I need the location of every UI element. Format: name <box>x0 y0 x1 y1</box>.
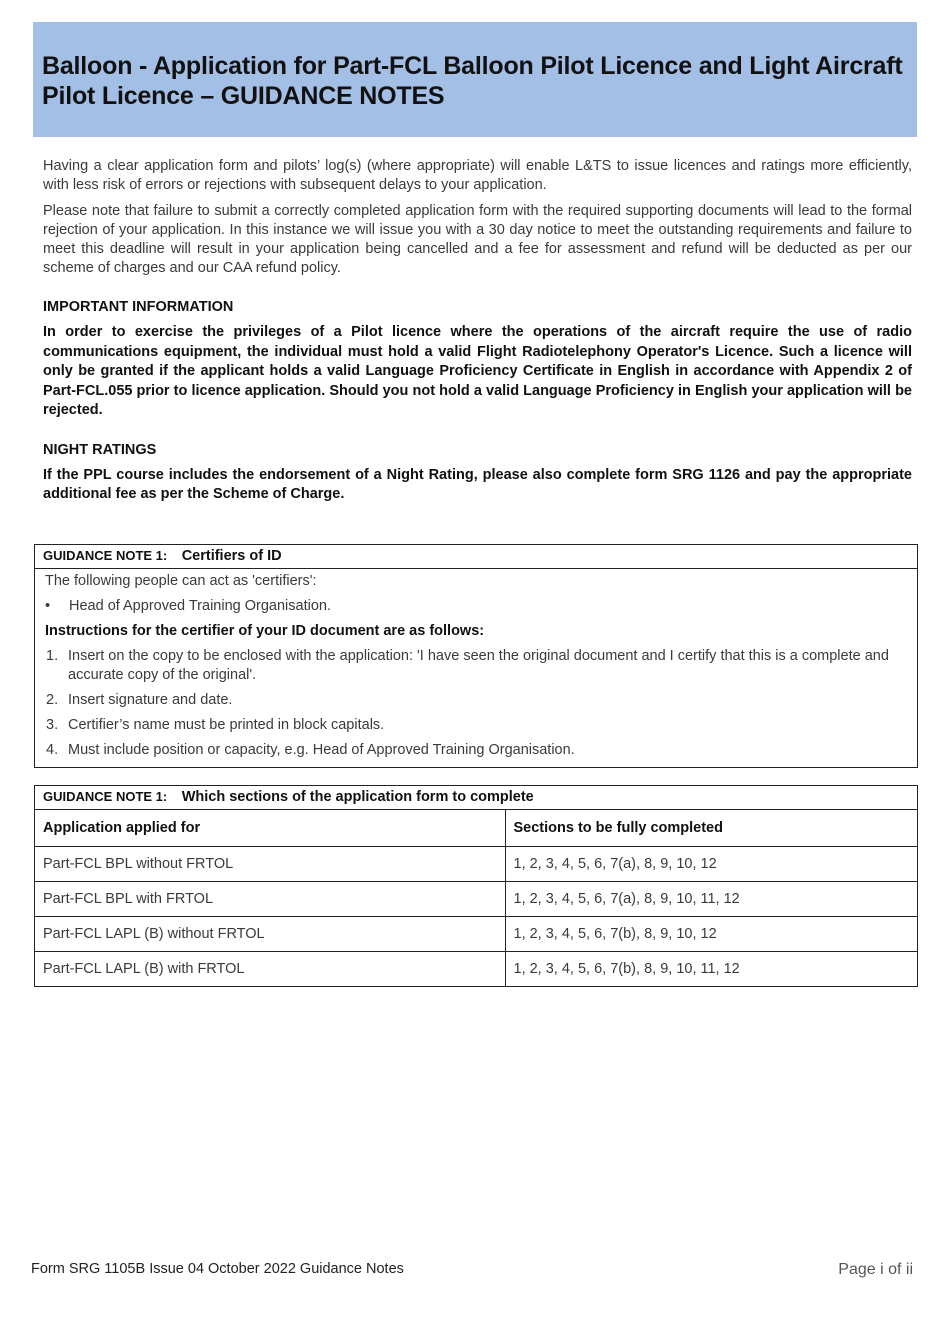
instruction-step <box>45 647 909 685</box>
bullet-mark: • <box>45 598 51 614</box>
table-row <box>35 881 917 916</box>
step-text: Insert on the copy to be enclosed with the application: 'I have seen the original document and I certify that this is a complete and accurate copy of the original'. <box>68 648 889 683</box>
guidance-note-sections <box>34 785 918 987</box>
table-header-row <box>35 810 917 846</box>
sections-table <box>35 810 917 986</box>
table-cell: Part-FCL BPL without FRTOL <box>35 846 505 881</box>
guidance-note-label: GUIDANCE NOTE 1: <box>43 789 168 804</box>
table-cell: 1, 2, 3, 4, 5, 6, 7(b), 8, 9, 10, 11, 12 <box>505 951 917 986</box>
guidance-note-certifiers <box>34 544 918 768</box>
step-number: 3. <box>46 717 59 733</box>
step-number: 1. <box>46 648 59 664</box>
table-cell: Part-FCL BPL with FRTOL <box>35 881 505 916</box>
bullet-text: Head of Approved Training Organisation. <box>69 598 331 614</box>
table-row <box>35 916 917 951</box>
important-text: In order to exercise the privileges of a Pilot licence where the operations of the aircraft require the use of radio communications equipment, the individual must hold a valid Flight Radiotelephony Operator's Licence. Such a licence will only be granted if the applicant holds a valid Language Proficiency Certificate in English in accordance with Appendix 2 of Part-FCL.055 prior to licence application. Should you not hold a valid Language Proficiency in English your application will be rejected. <box>43 324 912 418</box>
table-cell: 1, 2, 3, 4, 5, 6, 7(a), 8, 9, 10, 12 <box>505 846 917 881</box>
title-banner <box>33 22 917 137</box>
table-row <box>35 846 917 881</box>
table-cell: 1, 2, 3, 4, 5, 6, 7(b), 8, 9, 10, 12 <box>505 916 917 951</box>
page-number: Page i of ii <box>838 1261 913 1278</box>
night-ratings-heading: NIGHT RATINGS <box>43 441 157 458</box>
important-heading: IMPORTANT INFORMATION <box>43 299 234 315</box>
instruction-step <box>45 691 909 710</box>
page-title: Balloon - Application for Part-FCL Balloon Pilot Licence and Light Aircraft Pilot Licence – GUIDANCE NOTES <box>42 52 903 110</box>
column-header: Sections to be fully completed <box>513 819 723 836</box>
certifiers-intro: The following people can act as 'certifiers': <box>45 573 317 589</box>
instructions-heading: Instructions for the certifier of your ID document are as follows: <box>45 623 485 639</box>
bullet-item <box>45 597 909 616</box>
table-cell: Part-FCL LAPL (B) with FRTOL <box>35 951 505 986</box>
guidance-note-title-bar <box>35 786 917 810</box>
table-cell: 1, 2, 3, 4, 5, 6, 7(a), 8, 9, 10, 11, 12 <box>505 881 917 916</box>
table-cell: Part-FCL LAPL (B) without FRTOL <box>35 916 505 951</box>
step-text: Must include position or capacity, e.g. Head of Approved Training Organisation. <box>68 742 575 758</box>
guidance-note-title: Which sections of the application form to complete <box>181 789 534 805</box>
guidance-note-label: GUIDANCE NOTE 1: <box>43 548 168 563</box>
guidance-note-body <box>35 569 917 767</box>
intro-paragraph-2: Please note that failure to submit a correctly completed application form with the required supporting documents will lead to the formal rejection of your application. In this instance we will issue you with a 30 day notice to meet the outstanding requirements and failure to meet this deadline will result in your application being cancelled and a fee for assessment and refund will be deducted as per our scheme of charges and our CAA refund policy. <box>43 203 912 276</box>
instruction-step <box>45 716 909 735</box>
step-number: 4. <box>46 742 59 758</box>
night-ratings-text: If the PPL course includes the endorsement of a Night Rating, please also complete form SRG 1126 and pay the appropriate additional fee as per the Scheme of Charge. <box>43 466 912 502</box>
intro-paragraph-1: Having a clear application form and pilots’ log(s) (where appropriate) will enable L&TS to issue licences and ratings more efficiently, with less risk of errors or rejections with subsequent delays to your application. <box>43 158 912 193</box>
instruction-step <box>45 741 909 760</box>
intro-section <box>43 157 912 505</box>
guidance-note-title-bar <box>35 545 917 569</box>
step-text: Certifier’s name must be printed in block capitals. <box>68 717 385 733</box>
step-number: 2. <box>46 692 59 708</box>
column-header: Application applied for <box>35 810 505 846</box>
step-text: Insert signature and date. <box>68 692 233 708</box>
guidance-note-title: Certifiers of ID <box>181 548 282 564</box>
table-row <box>35 951 917 986</box>
form-info: Form SRG 1105B Issue 04 October 2022 Guidance Notes <box>31 1261 404 1277</box>
